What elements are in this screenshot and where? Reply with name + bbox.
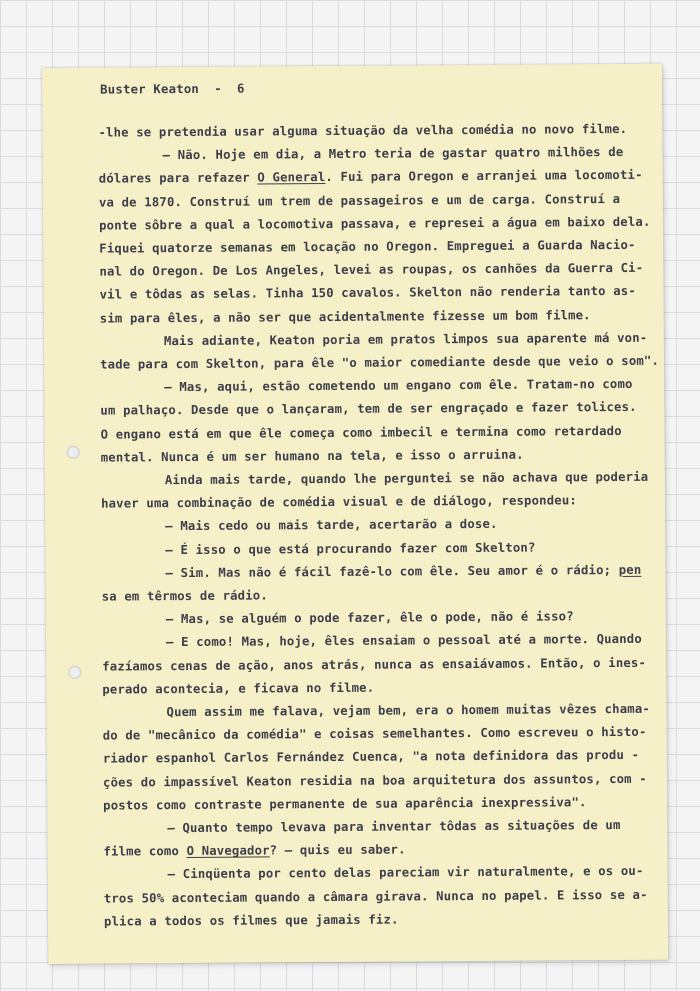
text-line [103,771,647,789]
text-line [168,864,644,881]
text-line [165,470,649,487]
underlined-title: O General [257,170,326,185]
text-segment: — Não. Hoje em dia, a Metro teria de gastar quatro milhões de [162,145,624,163]
text-segment: -lhe se pretendia usar alguma situação da velha comédia no novo filme. [98,121,628,140]
text-line [103,748,639,766]
text-line [104,887,648,905]
text-line [166,632,642,649]
text-line [98,122,627,140]
text-segment: perado acontecia, e ficava no filme. [102,680,375,697]
text-segment: filme como [103,844,187,859]
text-segment: nal do Oregon. De Los Angeles, levei as roupas, os canhões da Guerra Ci- [99,260,644,279]
text-line [102,588,268,603]
text-line [101,493,577,510]
text-segment: haver uma combinação de comédia visual e de diálogo, respondeu: [100,493,577,511]
punch-hole [68,666,81,679]
text-segment: — Quanto tempo levava para inventar tôdas as situações de um [167,817,621,836]
text-segment: do de "mecânico da comédia" e coisas semelhantes. Como escreveu o histo- [102,724,647,743]
text-line [163,145,624,162]
text-segment: ? — quis eu saber. [269,842,406,858]
text-segment: — Cinqüenta por cento delas pareciam vir naturalmente, e os ou- [167,864,644,882]
text-line [99,192,620,210]
text-line [164,331,648,348]
text-segment: um palhaço. Desde que o lançaram, tem de ser engraçado e fazer tolices. [100,400,637,418]
text-segment: ponte sôbre a qual a locomotiva passava, e represei a água em baixo dela. [99,214,651,233]
text-segment: plica a todos os filmes que jamais fiz. [103,912,399,929]
text-segment: . Fui para Oregon e arranjei uma locomoti- [325,168,643,185]
text-segment: — Mas, se alguém o pode fazer, êle o pode, não é isso? [165,609,574,627]
text-line [99,238,635,256]
text-segment: — Mas, aqui, estão cometendo um engano com êle. Tratam-no como [164,377,633,395]
text-segment: — Mais cedo ou mais tarde, acertarão a dose. [165,517,498,534]
text-line [165,563,641,580]
text-segment: mental. Nunca é um ser humano na tela, e isso o arruina. [100,447,524,465]
text-line [99,261,643,279]
text-line [103,843,405,859]
text-segment: fazíamos cenas de ação, anos atrás, nunca as ensaiávamos. Então, o ines- [102,655,647,674]
text-line [100,308,591,325]
text-segment: — É isso o que está procurando fazer com Skelton? [165,540,536,557]
text-line [166,702,650,719]
text-segment: Mais adiante, Keaton poria em pratos limpos sua aparente má von- [163,330,648,348]
text-segment: tade para com Skelton, para êle "o maior comediante desde que veio o som". [100,353,660,372]
text-segment: postos como contraste permanente de sua aparência inexpressiva". [103,795,587,813]
text-segment: ções do impassível Keaton residia na boa arquitetura dos assuntos, com - [102,771,647,790]
text-segment: tros 50% aconteciam quando a câmara girava. Nunca no papel. E isso se a- [103,887,648,906]
punch-hole [67,446,80,459]
text-line [100,354,659,372]
text-line [99,168,643,186]
text-segment: — E como! Mas, hoje, êles ensaiam o pessoal até a morte. Quando [165,632,642,650]
text-line [166,609,574,626]
text-segment: Fiquei quatorze semanas em locação no Oregon. Empreguei a Guarda Nacio- [99,237,636,256]
document-page [42,64,668,964]
text-line [101,447,524,464]
text-line [164,377,632,394]
text-segment: — Sim. Mas não é fácil fazê-lo com êle. Seu amor é o rádio; [165,562,619,580]
text-segment: va de 1870. Construí um trem de passageiros e um de carga. Construí a [98,191,621,210]
text-line [102,680,374,696]
text-segment: dólares para refazer [98,170,258,186]
text-segment: sa em têrmos de rádio. [101,588,268,604]
text-segment: sim para êles, a não ser que acidentalmente fizesse um bom filme. [99,307,591,326]
text-line [104,912,399,928]
text-line [103,725,647,743]
text-line [102,655,646,673]
page-header: Buster Keaton - 6 [100,81,245,97]
text-line [100,400,636,418]
text-line [165,540,535,557]
text-segment: O engano está em que êle começa como imbecil e termina como retardado [100,423,622,442]
text-line [100,284,636,302]
text-segment: vil e tôdas as selas. Tinha 150 cavalos. Skelton não renderia tanto as- [99,284,636,302]
text-line [99,215,650,233]
text-line [103,795,587,812]
text-line [167,818,620,835]
underlined-title: pen [618,562,642,577]
text-segment: riador espanhol Carlos Fernández Cuenca, "a nota definidora das produ - [102,748,640,766]
text-line [165,517,497,533]
text-segment: Quem assim me falava, vejam bem, era o homem muitas vêzes chama- [166,701,650,720]
text-segment: Ainda mais tarde, quando lhe perguntei se não achava que poderia [164,469,649,488]
text-line [101,424,622,442]
underlined-title: O Navegador [186,843,270,859]
